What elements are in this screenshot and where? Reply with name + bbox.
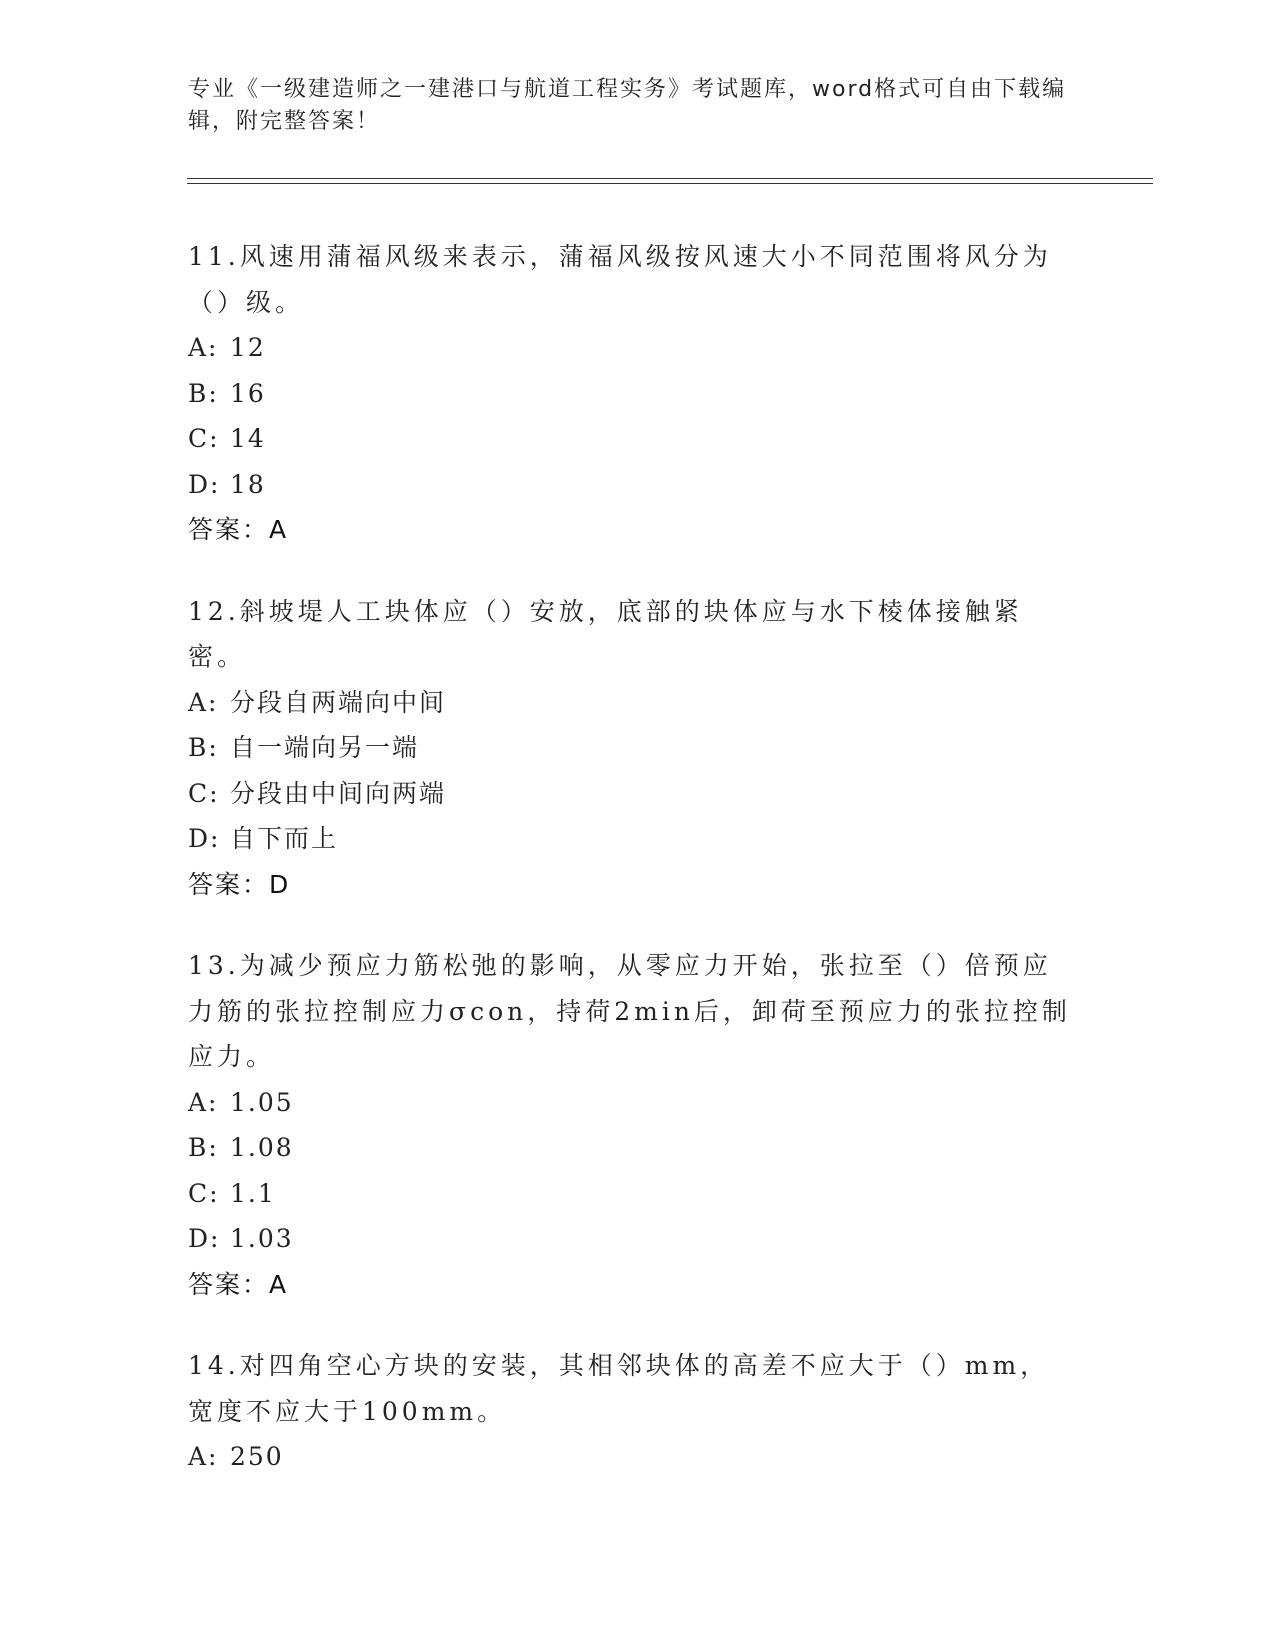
option-key: C: xyxy=(188,424,220,453)
question-11 xyxy=(188,234,1088,553)
option-b xyxy=(188,371,1088,417)
answer-line: 答案：A xyxy=(188,515,289,544)
option-key: B: xyxy=(188,1133,219,1162)
option-d xyxy=(188,462,1088,508)
option-d xyxy=(188,1216,1088,1262)
option-text: 18 xyxy=(230,469,266,499)
option-c xyxy=(188,416,1088,462)
question-14 xyxy=(188,1343,1088,1480)
option-a xyxy=(188,680,1088,726)
question-list xyxy=(188,234,1088,1516)
option-text: 自下而上 xyxy=(230,824,339,853)
option-text: 分段自两端向中间 xyxy=(230,687,447,717)
question-13 xyxy=(188,943,1088,1307)
answer-line: 答案：A xyxy=(188,1269,289,1299)
question-stem: 11.风速用蒲福风级来表示，蒲福风级按风速大小不同范围将风分为（）级。 xyxy=(188,242,1052,317)
option-key: C: xyxy=(188,778,220,808)
option-a xyxy=(188,325,1088,371)
option-text: 1.08 xyxy=(230,1133,294,1162)
option-key: D: xyxy=(188,469,221,499)
option-a xyxy=(188,1434,1088,1480)
answer-line: 答案：D xyxy=(188,869,291,899)
option-text: 1.03 xyxy=(230,1224,294,1253)
option-key: D: xyxy=(188,1224,221,1253)
option-key: A: xyxy=(188,333,219,362)
option-key: A: xyxy=(188,1442,219,1471)
question-12 xyxy=(188,589,1088,908)
option-text: 1.1 xyxy=(230,1178,276,1208)
question-stem: 13.为减少预应力筋松弛的影响，从零应力开始，张拉至（）倍预应力筋的张拉控制应力σcon，持荷2min后，卸荷至预应力的张拉控制应力。 xyxy=(188,951,1071,1071)
option-a xyxy=(188,1080,1088,1126)
option-key: C: xyxy=(188,1178,220,1208)
question-stem: 12.斜坡堤人工块体应（）安放，底部的块体应与水下棱体接触紧密。 xyxy=(188,596,1023,671)
option-text: 分段由中间向两端 xyxy=(230,778,447,808)
option-text: 16 xyxy=(230,378,266,408)
option-key: D: xyxy=(188,824,221,853)
option-c xyxy=(188,771,1088,817)
option-b xyxy=(188,725,1088,771)
option-key: B: xyxy=(188,733,219,762)
option-c xyxy=(188,1171,1088,1217)
header-divider xyxy=(187,178,1153,184)
option-text: 1.05 xyxy=(230,1087,294,1117)
option-text: 自一端向另一端 xyxy=(230,733,420,762)
option-b xyxy=(188,1125,1088,1171)
option-text: 12 xyxy=(230,333,266,362)
option-d xyxy=(188,816,1088,862)
option-text: 14 xyxy=(230,424,266,453)
option-key: B: xyxy=(188,378,219,408)
question-stem: 14.对四角空心方块的安装，其相邻块体的高差不应大于（）mm，宽度不应大于100mm。 xyxy=(188,1351,1050,1426)
option-text: 250 xyxy=(230,1442,284,1471)
document-header: 专业《一级建造师之一建港口与航道工程实务》考试题库，word格式可自由下载编辑，附完整答案！ xyxy=(188,77,1067,134)
option-key: A: xyxy=(188,1087,219,1117)
option-key: A: xyxy=(188,687,219,717)
